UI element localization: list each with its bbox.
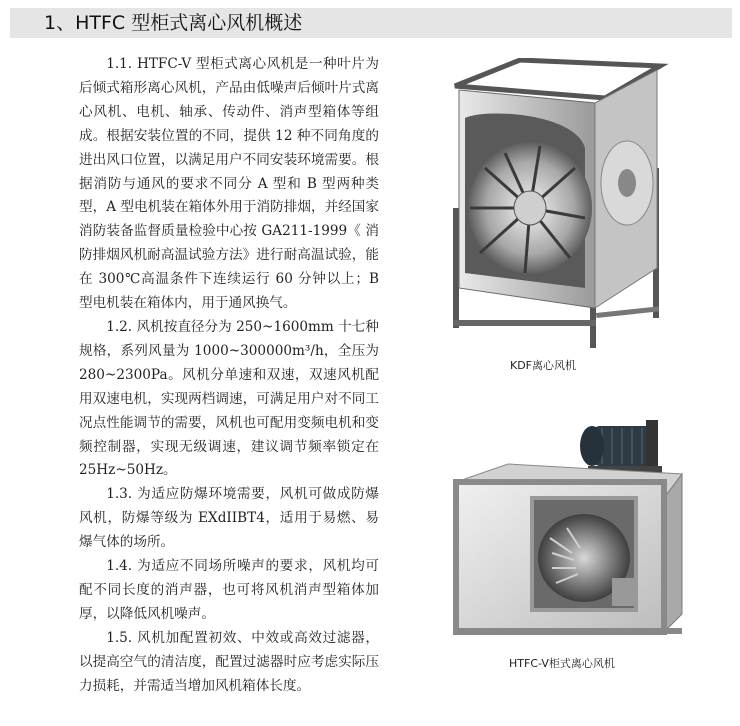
paragraph-1-4: 1.4. 为适应不同场所噪声的要求，风机均可配不同长度的消声器，也可将风机消声型箱体加厚，以降低风机噪声。 [79, 558, 379, 622]
htfc-cabinet-fan-photo [452, 418, 684, 646]
paragraph-1-3: 1.3. 为适应防爆环境需要，风机可做成防爆风机，防爆等级为 EXdIIBT4，适用于易燃、易爆气体的场所。 [79, 486, 379, 551]
body-text [79, 53, 379, 698]
section-title: 1、HTFC 型柜式离心风机概述 [44, 12, 303, 34]
paragraph-1-5: 1.5. 风机加配置初效、中效或高效过滤器，以提高空气的清洁度，配置过滤器时应考虑实际压力损耗，并需适当增加风机箱体长度。 [79, 629, 379, 694]
section-header [10, 8, 732, 38]
paragraph-1-2: 1.2. 风机按直径分为 250~1600mm 十七种规格，系列风量为 1000~300000m³/h，全压为 280~2300Pa。风机分单速和双速，双速风机配用双速电机，实现两档调速，可满足用户对不同工况点性能调节的需要，风机也可配用变频电机和变频控制器，实现无级调速，建议调节频率锁定在 25Hz~50Hz。 [79, 318, 379, 479]
htfc-caption: HTFC-V柜式离心风机 [509, 657, 615, 670]
kdf-caption: KDF离心风机 [510, 359, 577, 372]
kdf-fan-photo [445, 58, 675, 353]
paragraph-1-1: 1.1. HTFC-V 型柜式离心风机是一种叶片为后倾式箱形离心风机，产品由低噪声后倾叶片式离心风机、电机、轴承、传动件、消声型箱体等组成。根据安装位置的不同，提供 12 种不同角度的进出风口位置，以满足用户不同安装环境需要。根据消防与通风的要求不同分 A 型和 B 型两种类型，A 型电机装在箱体外用于消防排烟，并经国家消防装备监督质量检验中心按 GA211-1999《 消防排烟风机耐高温试验方法》进行耐高温试验，能在 300℃高温条件下连续运行 60 分钟以上；B 型电机装在箱体内，用于通风换气。 [79, 56, 379, 312]
